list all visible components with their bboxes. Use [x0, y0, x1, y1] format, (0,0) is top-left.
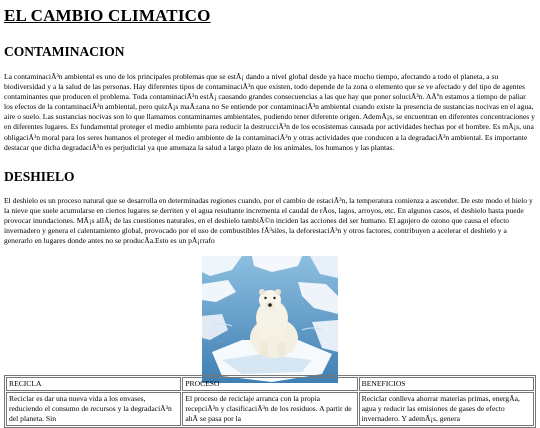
table-header-proceso: PROCESO — [182, 377, 357, 391]
table-cell-recicla: Reciclar es dar una nueva vida a los envases, reduciendo el consumo de recursos y la degradaciÃ³n del planeta. Sin — [6, 392, 181, 426]
table-header-recicla: RECICLA — [6, 377, 181, 391]
section-body-contaminacion: La contaminaciÃ³n ambiental es uno de los principales problemas que se estÃ¡ dando a nivel global desde ya hace mucho tiempo, afectando a todo el planeta, a su biodiversidad y a la salud de las personas. Hay diferentes tipos de contaminaciÃ³n que existen, todo depende de la zona o elemento que se ve afectado y del tipo de agentes contaminantes que producen el problema. Toda contaminaciÃ³n estÃ¡ causando grandes consecuencias a las que hay que poner soluciÃ³n. AÃºn estamos a tiempo de paliar los efectos de la contaminaciÃ³n ambiental, pero quizÃ¡s maÃ±ana no Se entiende por contaminaciÃ³n ambiental cuando existe la presencia de sustancias nocivas en el agua, aire o suelo. Las sustancias nocivas son lo que llamamos contaminantes ambientales, pudiendo tener diferente origen. AdemÃ¡s, se encuentran en diferentes concentraciones y en diferentes lugares. Es fundamental proteger el medio ambiente para reducir la destrucciÃ³n de los ecosistemas causada por actividades hechas por el hombre. Es mÃ¡s, una obligaciÃ³n moral para los seres humanos el proteger el medio ambiente de la contaminaciÃ³n y otras actividades que conducen a la degradaciÃ³n ambiental. Es importante destacar que dicha degradaciÃ³n es perjudicial ya que amenaza la salud a largo plazo de los animales, los humanos y las plantas. — [4, 72, 535, 152]
section-heading-deshielo: DESHIELO — [4, 168, 75, 184]
table-header-beneficios: BENEFICIOS — [359, 377, 534, 391]
table-cell-proceso: El proceso de reciclaje arranca con la propia recepciÃ³n y clasificaciÃ³n de los residuos. A partir de ahÃ se pasa por la — [182, 392, 357, 426]
table-header-row — [6, 377, 534, 391]
page-title: EL CAMBIO CLIMATICO — [4, 6, 211, 25]
section-heading-contaminacion: CONTAMINACION — [4, 44, 125, 59]
table-row — [6, 392, 534, 426]
polar-bear-image — [202, 256, 338, 383]
recycling-table — [4, 375, 536, 428]
section-body-deshielo: El deshielo es un proceso natural que se desarrolla en determinadas regiones cuando, por el cambio de estaciÃ³n, la temperatura comienza a ascender. De este modo el hielo y la nieve que suele acumularse en ciertos lugares se derriten y el agua resultante incrementa el caudal de rÃos, lagos, arroyos, etc. En algunos casos, el deshielo hasta puede provocar inundaciones. MÃ¡s allÃ¡ de las cuestiones naturales, en el deshielo tambiÃ©n inciden las acciones del ser humano. El agujero de ozono que causa el efecto invernadero y genera el calentamiento global, provocado por el uso de combustibles fÃ³siles, la deforestaciÃ³n y otros factores, contribuyen a acelerar el deshielo y a generarlo en lugares donde antes no se producÃa.Esto es un pÃ¡rrafo — [4, 195, 533, 246]
table-cell-beneficios: Reciclar conlleva ahorrar materias primas, energÃa, agua y reducir las emisiones de gases de efecto invernadero. Y ademÃ¡s, genera — [359, 392, 534, 426]
page — [0, 6, 540, 423]
